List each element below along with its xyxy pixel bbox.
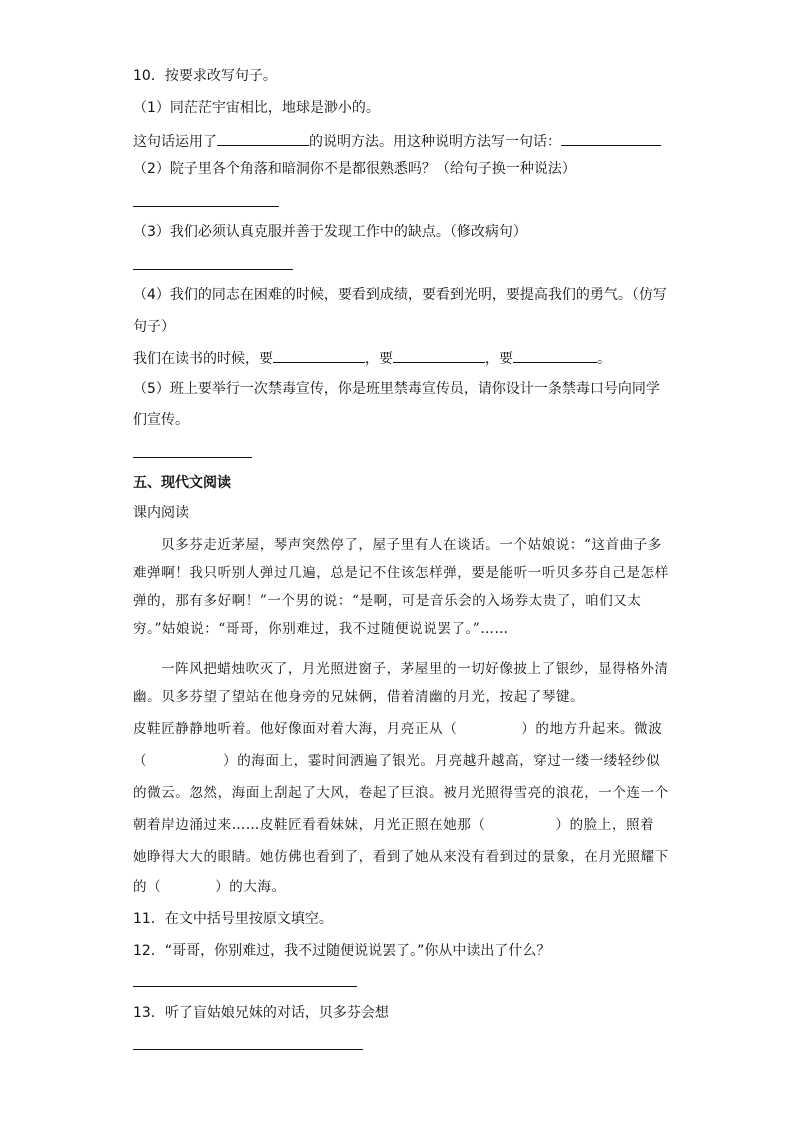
answer-line[interactable] bbox=[133, 457, 252, 458]
q10-part4-line1: （4）我们的同志在困难的时候，要看到成绩，要看到光明，要提高我们的勇气。（仿写 bbox=[133, 287, 667, 303]
passage-line bbox=[133, 752, 660, 770]
q10-part1-prompt bbox=[133, 131, 661, 151]
passage-line bbox=[133, 720, 662, 738]
fill-text: ，要 bbox=[485, 351, 513, 367]
passage-text: 朝着岸边涌过来……皮鞋匠看看妹妹，月光正照在她那（ bbox=[133, 817, 486, 833]
passage-line: 的微云。忽然，海面上刮起了大风，卷起了巨浪。被月光照得雪亮的浪花，一个连一个 bbox=[133, 785, 669, 801]
q10-part4-line2: 句子） bbox=[133, 319, 175, 335]
prompt-text-b: 的说明方法。用这种说明方法写一句话： bbox=[309, 134, 561, 150]
answer-line[interactable] bbox=[133, 269, 293, 270]
passage-text: 皮鞋匠静静地听着。他好像面对着大海，月亮正从（ bbox=[133, 721, 458, 737]
passage-line: 难弹啊！我只听别人弹过几遍，总是记不住该怎样弹，要是能听一听贝多芬自己是怎样 bbox=[133, 565, 669, 581]
answer-blank[interactable] bbox=[273, 348, 365, 363]
passage-text: ）的海面上，霎时间洒遍了银光。月亮越升越高，穿过一缕一缕轻纱似 bbox=[223, 753, 661, 769]
answer-blank[interactable] bbox=[513, 348, 597, 363]
q10-part4-fill bbox=[133, 348, 611, 368]
fill-text: ，要 bbox=[365, 351, 393, 367]
section-heading: 五、现代文阅读 bbox=[133, 475, 231, 491]
q10-part5-line1: （5）班上要举行一次禁毒宣传，你是班里禁毒宣传员，请你设计一条禁毒口号向同学 bbox=[133, 381, 660, 397]
q10-part2: （2）院子里各个角落和暗洞你不是都很熟悉吗？（给句子换一种说法） bbox=[133, 161, 576, 177]
passage-line: 幽。贝多芬望了望站在他身旁的兄妹俩，借着清幽的月光，按起了琴键。 bbox=[133, 689, 585, 705]
passage-line: 她睁得大大的眼睛。她仿佛也看到了，看到了她从来没有看到过的景象，在月光照耀下 bbox=[133, 849, 669, 865]
passage-line bbox=[133, 816, 654, 834]
answer-blank[interactable] bbox=[217, 131, 309, 146]
passage-line bbox=[133, 878, 286, 896]
passage-text: ）的脸上，照着 bbox=[555, 817, 655, 833]
passage-text: 的（ bbox=[133, 879, 162, 895]
answer-line[interactable] bbox=[133, 206, 279, 207]
passage-line: 贝多芬走近茅屋，琴声突然停了，屋子里有人在谈话。一个姑娘说：“这首曲子多 bbox=[161, 537, 663, 553]
q10-part5-line2: 们宣传。 bbox=[133, 412, 189, 428]
q10-title: 10．按要求改写句子。 bbox=[133, 68, 277, 84]
q10-part1: （1）同茫茫宇宙相比，地球是渺小的。 bbox=[133, 100, 380, 116]
q12: 12．“哥哥，你别难过，我不过随便说说罢了。”你从中读出了什么？ bbox=[133, 943, 551, 959]
passage-text: ）的地方升起来。微波 bbox=[521, 721, 663, 737]
passage-line: 一阵风把蜡烛吹灭了，月光照进窗子，茅屋里的一切好像披上了银纱，显得格外清 bbox=[161, 661, 669, 677]
passage-line: 弹的，那有多好啊！”一个男的说：“是啊，可是音乐会的入场券太贵了，咱们又太 bbox=[133, 593, 642, 609]
q10-part3: （3）我们必须认真克服并善于发现工作中的缺点。（修改病句） bbox=[133, 224, 527, 240]
passage-text: （ bbox=[133, 753, 148, 769]
answer-line[interactable] bbox=[133, 1049, 363, 1050]
answer-blank[interactable] bbox=[393, 348, 485, 363]
fill-text: 我们在读书的时候，要 bbox=[133, 351, 273, 367]
passage-text: ）的大海。 bbox=[215, 879, 286, 895]
answer-blank[interactable] bbox=[561, 131, 661, 146]
passage-line: 穷。”姑娘说：“哥哥，你别难过，我不过随便说说罢了。”…… bbox=[133, 621, 509, 637]
q13: 13．听了盲姑娘兄妹的对话，贝多芬会想 bbox=[133, 1005, 389, 1021]
fill-text: 。 bbox=[597, 351, 611, 367]
prompt-text-a: 这句话运用了 bbox=[133, 134, 217, 150]
section-subheading: 课内阅读 bbox=[133, 505, 189, 521]
q11: 11．在文中括号里按原文填空。 bbox=[133, 911, 333, 927]
answer-line[interactable] bbox=[133, 986, 357, 987]
